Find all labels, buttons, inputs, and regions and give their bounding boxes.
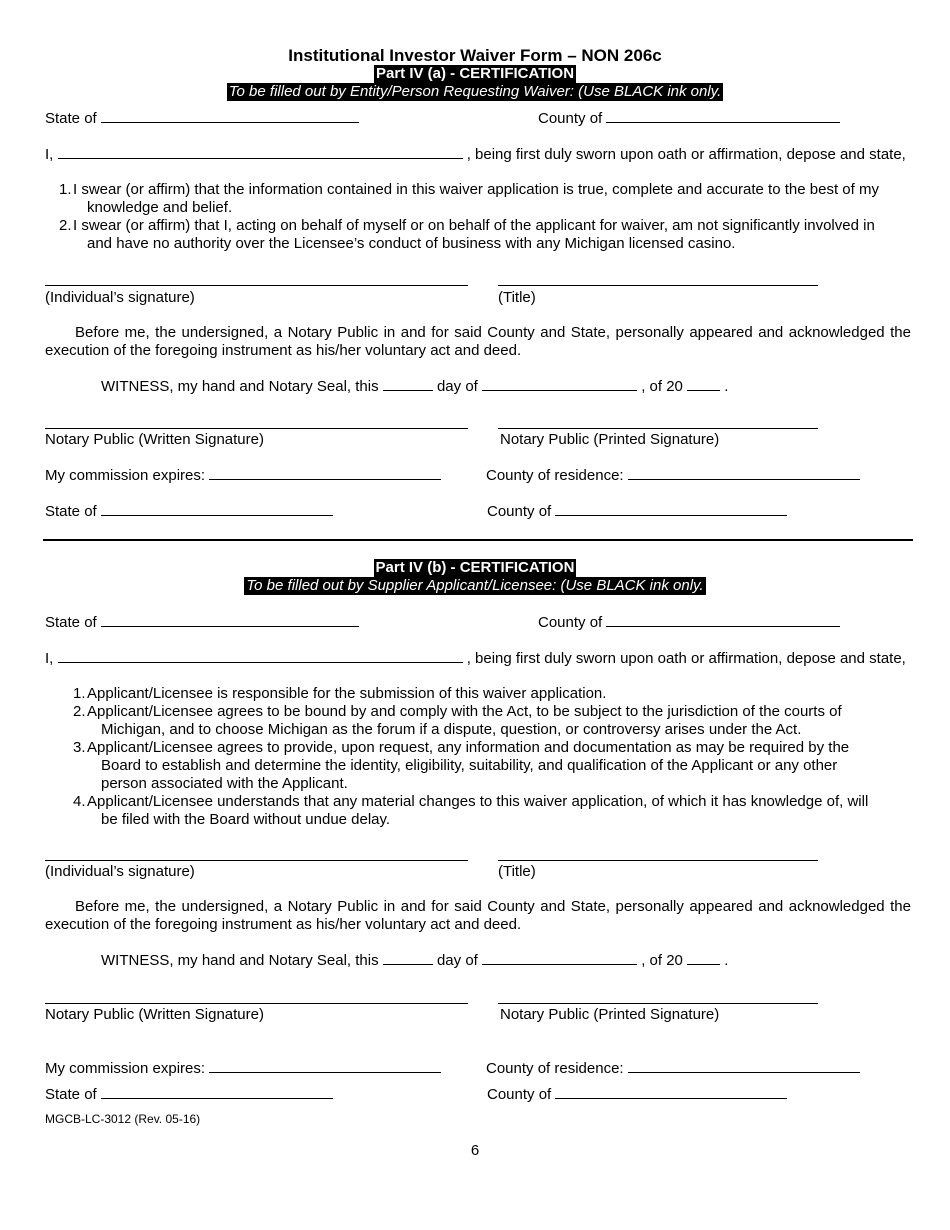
residence-field[interactable]: County of residence: [486, 467, 860, 484]
part-b-item-3: 3.Applicant/Licensee agrees to provide, upon request, any information and documentation as may be required by the Board to establish and determine the identity, eligibility, suitability, and qualification of the Applicant or any other person associated with the Applicant. [73, 739, 850, 792]
county2-field[interactable]: County of [487, 1086, 787, 1103]
commission-blank[interactable] [209, 467, 441, 480]
name-blank[interactable] [58, 650, 463, 663]
state-blank[interactable] [101, 614, 359, 627]
part-a-heading: Part IV (a) - CERTIFICATION [375, 65, 575, 82]
witness-line[interactable]: WITNESS, my hand and Notary Seal, this day of , of 20 . [101, 378, 729, 395]
state2-blank[interactable] [101, 503, 333, 516]
commission-field[interactable]: My commission expires: [45, 1060, 441, 1077]
part-b-item-2: 2.Applicant/Licensee agrees to be bound by and comply with the Act, to be subject to the jurisdiction of the courts of Michigan, and to choose Michigan as the forum if a dispute, question, or controversy arises under the Act. [73, 703, 842, 738]
year-blank[interactable] [687, 378, 720, 391]
state2-field[interactable]: State of [45, 1086, 333, 1103]
signature-line[interactable] [45, 285, 468, 286]
notary-printed-label: Notary Public (Printed Signature) [500, 1006, 720, 1023]
part-b-heading: Part IV (b) - CERTIFICATION [375, 559, 575, 576]
part-a-state-field[interactable] [45, 110, 359, 127]
signature-line[interactable] [45, 860, 468, 861]
year-blank[interactable] [687, 952, 720, 965]
notary-written-label: Notary Public (Written Signature) [45, 431, 264, 448]
state2-blank[interactable] [101, 1086, 333, 1099]
residence-blank[interactable] [628, 1060, 860, 1073]
part-a-subheading: To be filled out by Entity/Person Requesting Waiver: (Use BLACK ink only. [228, 83, 722, 100]
part-b-item-1: 1.Applicant/Licensee is responsible for the submission of this waiver application. [73, 685, 607, 702]
commission-field[interactable]: My commission expires: [45, 467, 441, 484]
state-label: State of [45, 110, 97, 127]
notary-paragraph: Before me, the undersigned, a Notary Public in and for said County and State, personally appeared and acknowledged the execution of the foregoing instrument as his/her voluntary act and deed. [45, 898, 911, 933]
notary-written-label: Notary Public (Written Signature) [45, 1006, 264, 1023]
witness-line[interactable]: WITNESS, my hand and Notary Seal, this day of , of 20 . [101, 952, 729, 969]
county2-blank[interactable] [555, 503, 787, 516]
form-title: Institutional Investor Waiver Form – NON 206c [288, 46, 662, 65]
title-label: (Title) [498, 863, 536, 880]
part-b-name-field[interactable]: I, , being first duly sworn upon oath or affirmation, depose and state, [45, 650, 906, 667]
county2-field[interactable]: County of [487, 503, 787, 520]
part-b-county-field[interactable]: County of [538, 614, 840, 631]
county-label: County of [538, 110, 603, 127]
notary-written-line[interactable] [45, 428, 468, 429]
title-line[interactable] [498, 285, 818, 286]
section-divider [43, 539, 913, 541]
i-label: I, [45, 146, 54, 163]
commission-blank[interactable] [209, 1060, 441, 1073]
notary-paragraph: Before me, the undersigned, a Notary Public in and for said County and State, personally appeared and acknowledged the execution of the foregoing instrument as his/her voluntary act and deed. [45, 324, 911, 359]
form-code: MGCB-LC-3012 (Rev. 05-16) [45, 1112, 201, 1126]
day-blank[interactable] [383, 378, 433, 391]
part-b-state-field[interactable]: State of [45, 614, 359, 631]
page-number: 6 [470, 1142, 480, 1159]
county-blank[interactable] [606, 614, 840, 627]
state2-field[interactable]: State of [45, 503, 333, 520]
title-label: (Title) [498, 289, 536, 306]
county-blank[interactable] [606, 110, 840, 123]
name-blank[interactable] [58, 146, 463, 159]
residence-field[interactable]: County of residence: [486, 1060, 860, 1077]
day-blank[interactable] [383, 952, 433, 965]
county2-blank[interactable] [555, 1086, 787, 1099]
signature-label: (Individual’s signature) [45, 289, 195, 306]
part-b-subheading: To be filled out by Supplier Applicant/Licensee: (Use BLACK ink only. [246, 577, 704, 594]
state-blank[interactable] [101, 110, 359, 123]
notary-printed-label: Notary Public (Printed Signature) [500, 431, 720, 448]
part-b-item-4: 4.Applicant/Licensee understands that any material changes to this waiver application, of which it has knowledge of, will be filed with the Board without undue delay. [73, 793, 869, 828]
notary-written-line[interactable] [45, 1003, 468, 1004]
signature-label: (Individual’s signature) [45, 863, 195, 880]
part-a-name-field[interactable] [45, 146, 906, 163]
part-a-item-2: 2.I swear (or affirm) that I, acting on behalf of myself or on behalf of the applicant for waiver, am not significantly involved in and have no authority over the Licensee’s conduct of business with any Michigan licensed casino. [59, 217, 875, 252]
sworn-text: , being first duly sworn upon oath or affirmation, depose and state, [466, 146, 906, 163]
part-a-county-field[interactable] [538, 110, 840, 127]
part-a-item-1: 1.I swear (or affirm) that the information contained in this waiver application is true, complete and accurate to the best of my knowledge and belief. [59, 181, 879, 216]
title-line[interactable] [498, 860, 818, 861]
month-blank[interactable] [482, 378, 637, 391]
residence-blank[interactable] [628, 467, 860, 480]
notary-printed-line[interactable] [498, 1003, 818, 1004]
month-blank[interactable] [482, 952, 637, 965]
notary-printed-line[interactable] [498, 428, 818, 429]
